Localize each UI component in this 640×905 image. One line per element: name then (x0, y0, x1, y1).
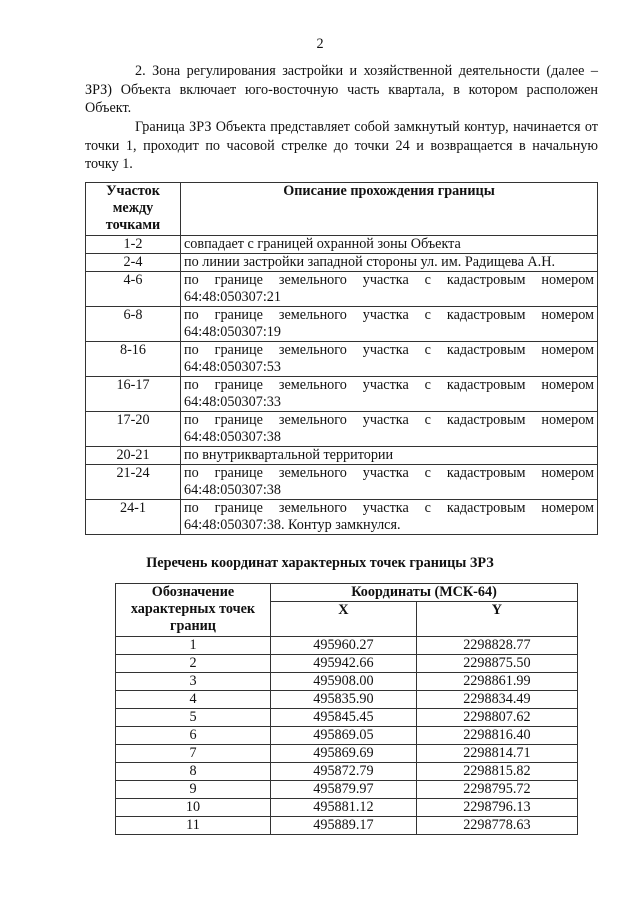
description-cell: по внутриквартальной территории (181, 447, 598, 465)
segment-cell: 16-17 (86, 377, 181, 412)
y-cell: 2298861.99 (416, 673, 577, 691)
paragraph-zone: 2. Зона регулирования застройки и хозяйственной деятельности (далее – ЗРЗ) Объекта включает юго-восточную часть квартала, в котором расположен Объект. (85, 63, 598, 116)
point-cell: 2 (116, 655, 271, 673)
table-row (116, 727, 578, 745)
table-row (116, 817, 578, 835)
description-cell: по границе земельного участка с кадастровым номером 64:48:050307:33 (181, 377, 598, 412)
description-cell: по границе земельного участка с кадастровым номером 64:48:050307:38 (181, 465, 598, 500)
y-cell: 2298796.13 (416, 799, 577, 817)
y-cell: 2298814.71 (416, 745, 577, 763)
description-cell: совпадает с границей охранной зоны Объекта (181, 236, 598, 254)
description-cell: по границе земельного участка с кадастровым номером 64:48:050307:53 (181, 342, 598, 377)
segment-cell: 6-8 (86, 307, 181, 342)
table-row (86, 412, 598, 447)
table-row (116, 745, 578, 763)
y-cell: 2298795.72 (416, 781, 577, 799)
table-row (116, 781, 578, 799)
x-cell: 495960.27 (271, 637, 417, 655)
point-cell: 10 (116, 799, 271, 817)
description-cell: по границе земельного участка с кадастровым номером 64:48:050307:38. Контур замкнулся. (181, 500, 598, 535)
x-cell: 495881.12 (271, 799, 417, 817)
x-cell: 495942.66 (271, 655, 417, 673)
point-cell: 1 (116, 637, 271, 655)
boundary-table (85, 182, 598, 535)
segment-cell: 20-21 (86, 447, 181, 465)
y-cell: 2298778.63 (416, 817, 577, 835)
point-cell: 5 (116, 709, 271, 727)
x-cell: 495879.97 (271, 781, 417, 799)
table-row (86, 465, 598, 500)
table-row (86, 342, 598, 377)
segment-cell: 1-2 (86, 236, 181, 254)
paragraph-boundary: Граница ЗРЗ Объекта представляет собой замкнутый контур, начинается от точки 1, проходит по часовой стрелке до точки 24 и возвращается в начальную точку 1. (85, 119, 598, 172)
x-cell: 495889.17 (271, 817, 417, 835)
x-cell: 495872.79 (271, 763, 417, 781)
segment-cell: 24-1 (86, 500, 181, 535)
description-cell: по границе земельного участка с кадастровым номером 64:48:050307:38 (181, 412, 598, 447)
segment-cell: 2-4 (86, 254, 181, 272)
x-cell: 495869.05 (271, 727, 417, 745)
header-description: Описание прохождения границы (181, 183, 598, 236)
point-cell: 4 (116, 691, 271, 709)
description-cell: по границе земельного участка с кадастровым номером 64:48:050307:21 (181, 272, 598, 307)
table-row (116, 673, 578, 691)
header-coords: Координаты (МСК-64) (271, 584, 578, 602)
table-row (116, 763, 578, 781)
x-cell: 495845.45 (271, 709, 417, 727)
point-cell: 11 (116, 817, 271, 835)
page-number: 2 (316, 36, 324, 52)
header-segment: Участок между точками (86, 183, 181, 236)
description-cell: по линии застройки западной стороны ул. им. Радищева А.Н. (181, 254, 598, 272)
x-cell: 495835.90 (271, 691, 417, 709)
table-row (86, 254, 598, 272)
coordinates-table (115, 583, 578, 835)
x-cell: 495908.00 (271, 673, 417, 691)
y-cell: 2298828.77 (416, 637, 577, 655)
coords-caption: Перечень координат характерных точек границы ЗРЗ (146, 555, 494, 571)
y-cell: 2298875.50 (416, 655, 577, 673)
y-cell: 2298807.62 (416, 709, 577, 727)
point-cell: 7 (116, 745, 271, 763)
segment-cell: 4-6 (86, 272, 181, 307)
y-cell: 2298816.40 (416, 727, 577, 745)
header-point: Обозначение характерных точек границ (116, 584, 271, 637)
point-cell: 8 (116, 763, 271, 781)
y-cell: 2298815.82 (416, 763, 577, 781)
x-cell: 495869.69 (271, 745, 417, 763)
table-row (86, 307, 598, 342)
header-x: X (271, 602, 417, 637)
description-cell: по границе земельного участка с кадастровым номером 64:48:050307:19 (181, 307, 598, 342)
y-cell: 2298834.49 (416, 691, 577, 709)
segment-cell: 8-16 (86, 342, 181, 377)
table-row (86, 500, 598, 535)
table-row (116, 691, 578, 709)
table-row (86, 236, 598, 254)
point-cell: 9 (116, 781, 271, 799)
header-y: Y (416, 602, 577, 637)
table-row (116, 637, 578, 655)
table-row (116, 655, 578, 673)
segment-cell: 17-20 (86, 412, 181, 447)
table-row (116, 799, 578, 817)
table-row (116, 709, 578, 727)
table-row (86, 447, 598, 465)
table-row (86, 377, 598, 412)
table-row (86, 272, 598, 307)
point-cell: 6 (116, 727, 271, 745)
segment-cell: 21-24 (86, 465, 181, 500)
point-cell: 3 (116, 673, 271, 691)
